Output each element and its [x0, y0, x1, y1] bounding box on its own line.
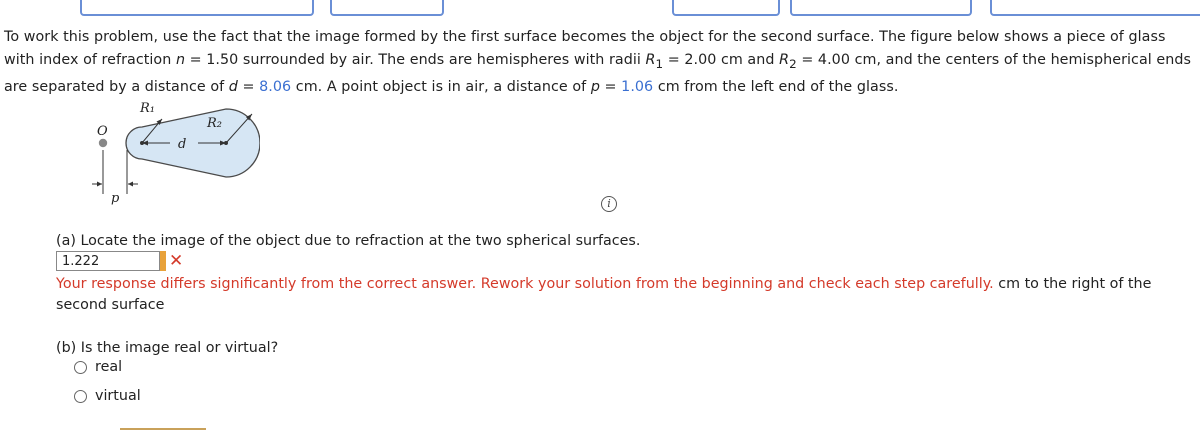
point-object-icon [99, 139, 107, 147]
d-value: 8.06 [259, 78, 292, 95]
problem-text: cm. A point object is in air, a distance of [291, 78, 591, 95]
radio-label-real: real [95, 359, 123, 375]
problem-text: To work this problem, use the fact that the image formed by the first surface becomes the object for the second surface. The figure below shows a piece of glass with index of refraction [4, 29, 1166, 68]
answer-indicator [160, 251, 166, 271]
label-r1: R₁ [140, 101, 155, 116]
problem-text: = 1.50 surrounded by air. The ends are hemispheres with radii [185, 52, 646, 68]
info-icon[interactable]: i [601, 196, 617, 212]
problem-text: = 2.00 cm and [663, 52, 780, 68]
r2-subscript: 2 [789, 56, 797, 71]
radio-circle-icon[interactable] [74, 390, 87, 403]
problem-statement [4, 26, 1196, 99]
radio-option-virtual[interactable] [74, 386, 141, 406]
incorrect-x-icon: ✕ [169, 251, 184, 271]
p-symbol: p [590, 78, 600, 95]
r1-subscript: 1 [655, 56, 664, 71]
top-tab-strip [0, 0, 1200, 14]
part-b-question: (b) Is the image real or virtual? [56, 340, 279, 356]
label-r2: R₂ [207, 116, 222, 131]
label-p: p [111, 191, 120, 206]
part-a-question: (a) Locate the image of the object due to refraction at the two spherical surfaces. [56, 233, 641, 249]
label-o: O [97, 124, 108, 139]
bottom-button-edge[interactable] [120, 428, 206, 434]
r1-symbol: R [645, 52, 656, 68]
top-tab-3[interactable] [672, 0, 780, 16]
feedback-unit-text: cm to the right of the second surface [56, 276, 1152, 313]
problem-text: = [599, 78, 622, 95]
feedback-error-text: Your response differs significantly from the correct answer. Rework your solution from the beginning and check each step carefully. [56, 276, 994, 292]
d-symbol: d [228, 78, 238, 95]
radio-label-virtual: virtual [95, 388, 141, 404]
radio-option-real[interactable] [74, 357, 122, 377]
problem-text: = [237, 78, 260, 95]
label-d: d [178, 137, 187, 152]
r2-symbol: R [779, 52, 790, 68]
top-tab-5[interactable] [990, 0, 1200, 16]
top-tab-1[interactable] [80, 0, 314, 16]
part-a-answer-input[interactable]: 1.222 [56, 251, 160, 271]
top-tab-4[interactable] [790, 0, 972, 16]
n-symbol: n [175, 52, 186, 68]
glass-rod-figure [80, 92, 260, 210]
problem-text: = 4.00 cm, and the centers of the hemispherical ends are separated by a distance of [4, 52, 1191, 95]
p-value: 1.06 [621, 78, 654, 95]
top-tab-2[interactable] [330, 0, 444, 16]
radio-circle-icon[interactable] [74, 361, 87, 374]
problem-text: cm from the left end of the glass. [653, 78, 899, 95]
part-a-feedback [56, 274, 1186, 316]
